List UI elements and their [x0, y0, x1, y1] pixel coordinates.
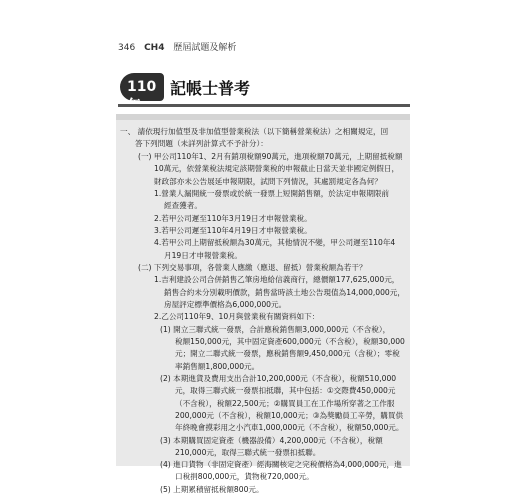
question-line: (4) 進口貨物（非固定資產）經海關核定之完稅價格為4,000,000元，進 [160, 460, 402, 469]
question-line: 口稅捐800,000元，貨物稅720,000元。 [175, 472, 314, 481]
question-box-top-strip [116, 114, 410, 120]
question-line: (3) 本期購買固定資產（機器設備）4,200,000元（不含稅），稅額 [160, 436, 383, 445]
question-line: 元，取得三聯式統一發票扣抵聯，其中包括：①交際費450,000元 [175, 386, 396, 395]
question-line: 銷售合約未分別載明價款，銷售當時該土地公告現值為14,000,000元， [164, 288, 405, 297]
page-number: 346 [118, 43, 136, 53]
title-divider [118, 104, 410, 107]
year-badge [120, 73, 164, 101]
question-line: 答下列問題（未詳列計算式不予計分）： [135, 139, 268, 148]
question-line: （不含稅），稅額22,500元；②購買員工在工作場所穿著之工作服 [175, 399, 395, 408]
question-line: 年終晚會摸彩用之小汽車1,000,000元（不含稅），稅額50,000元。 [175, 423, 404, 432]
question-line: (2) 本期進貨及費用支出合計10,200,000元（不含稅），稅額510,000 [160, 374, 397, 383]
question-line: 10萬元，依營業稅法規定該期營業稅的申報截止日當天並非國定例假日， [154, 164, 400, 173]
question-line: 3.若甲公司遲至110年4月19日才申報營業稅。 [154, 226, 312, 235]
question-line: (5) 上期累積留抵稅額800元。 [160, 485, 264, 494]
question-line: 1.營業人漏開統一發票或於統一發票上短開銷售額，於法定申報期限前 [154, 189, 390, 198]
question-line: 2.若甲公司遲至110年3月19日才申報營業稅。 [154, 214, 312, 223]
question-line: 200,000元（不含稅），稅額10,000元；③為獎勵員工辛勞，購買供 [175, 411, 404, 420]
section-title: 記帳士普考 [170, 79, 251, 98]
page-header [118, 40, 236, 53]
question-line: (一) 甲公司110年1、2月有銷項稅額90萬元，進項稅額70萬元，上期留抵稅額 [138, 152, 403, 161]
question-line: 稅額150,000元，其中固定資產600,000元（不含稅），稅額30,000 [175, 337, 405, 346]
question-line: 月19日才申報營業稅。 [164, 251, 243, 260]
year-badge-label: 110 [127, 79, 157, 95]
question-line: 一、 請依現行加值型及非加值型營業稅法（以下簡稱營業稅法）之相關規定，回 [120, 127, 389, 136]
question-line: 經查獲者。 [164, 201, 202, 210]
question-line: (二) 下列交易事項，各營業人應繳（應退、留抵）營業稅額為若干？ [138, 263, 367, 272]
question-line: 財政部亦未公告展延申報期限，試問下列情況，其處罰規定各為何？ [154, 177, 382, 186]
chapter-title: 歷屆試題及解析 [173, 43, 237, 53]
chapter-label: CH4 [144, 43, 165, 53]
question-line: 率銷售額1,800,000元。 [175, 362, 260, 371]
question-line: 元；開立二聯式統一發票，應稅銷售額9,450,000元（含稅）；零稅 [175, 349, 400, 358]
question-line: 4.若甲公司上期留抵稅額為30萬元，其他情況不變，甲公司遲至110年4 [154, 238, 396, 247]
question-line: 1.吉利建設公司合併銷售乙筆房地給信義商行，總價額177,625,000元， [154, 275, 400, 284]
question-line: (1) 開立三聯式統一發票，合計應稅銷售額3,000,000元（不含稅）， [160, 325, 391, 334]
question-line: 2.乙公司110年9、10月與營業稅有關資料如下： [154, 312, 320, 321]
question-line: 210,000元，取得三聯式統一發票扣抵聯。 [175, 448, 321, 457]
question-line: 房屋評定標準價格為6,000,000元。 [164, 300, 287, 309]
